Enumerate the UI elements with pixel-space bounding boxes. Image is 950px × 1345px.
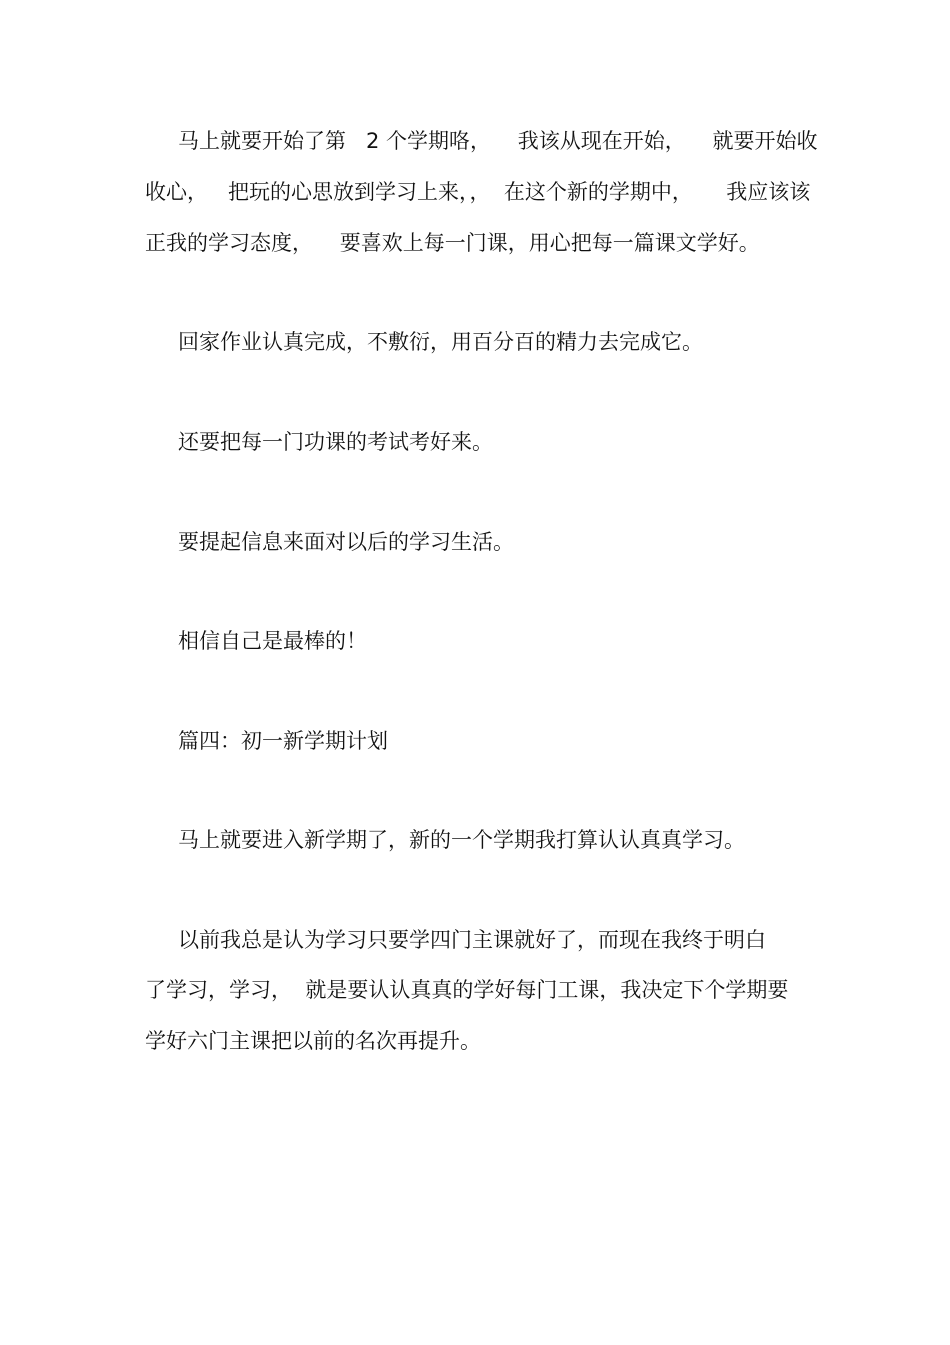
- paragraph-6: 马上就要进入新学期了，新的一个学期我打算认认真真学习。: [178, 828, 745, 852]
- paragraph-7-line-3: 学好六门主课把以前的名次再提升。: [145, 1029, 481, 1053]
- paragraph-7-line-2: 了学习，学习， 就是要认认真真的学好每门工课，我决定下个学期要: [145, 978, 789, 1002]
- paragraph-3: 还要把每一门功课的考试考好来。: [178, 430, 493, 454]
- paragraph-1-line-3: 正我的学习态度， 要喜欢上每一门课，用心把每一篇课文学好。: [145, 231, 760, 255]
- paragraph-5: 相信自己是最棒的！: [178, 629, 367, 653]
- section-heading: 篇四：初一新学期计划: [178, 729, 388, 753]
- paragraph-7-line-1: 以前我总是认为学习只要学四门主课就好了，而现在我终于明白: [178, 928, 766, 952]
- paragraph-1-line-2: 收心， 把玩的心思放到学习上来，， 在这个新的学期中， 我应该该: [145, 180, 811, 204]
- paragraph-2: 回家作业认真完成，不敷衍，用百分百的精力去完成它。: [178, 330, 703, 354]
- paragraph-1-line-1: 马上就要开始了第 2 个学期咯， 我该从现在开始， 就要开始收: [178, 129, 818, 153]
- paragraph-4: 要提起信息来面对以后的学习生活。: [178, 530, 514, 554]
